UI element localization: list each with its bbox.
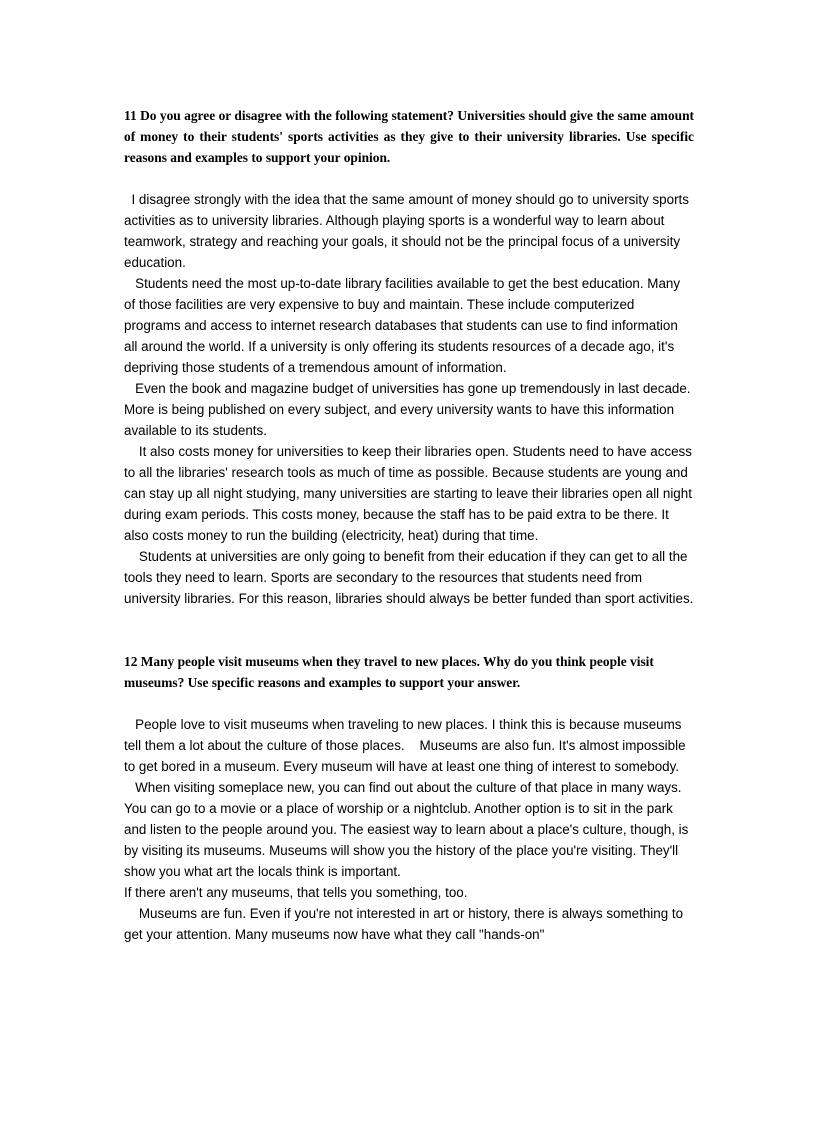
spacer (124, 609, 694, 651)
answer-11-paragraph: Even the book and magazine budget of universities has gone up tremendously in last decade. More is being published on every subject, and every university wants to have this information available to its students. (124, 381, 695, 438)
document-page (124, 105, 694, 945)
answer-12-paragraph: People love to visit museums when traveling to new places. I think this is because museums tell them a lot about the culture of those places. Museums are also fun. It's almost impossible to get bored in a museum. Every museum will have at least one thing of interest to somebody. (124, 717, 690, 774)
spacer (124, 168, 694, 189)
spacer (124, 693, 694, 714)
answer-12 (124, 714, 694, 945)
answer-11-paragraph: Students need the most up-to-date library facilities available to get the best education. Many of those facilities are very expensive to buy and maintain. These include computerized programs and access to internet research databases that students can use to find information all around the world. If a university is only offering its students resources of a decade ago, it's depriving those students of a tremendous amount of information. (124, 276, 684, 375)
question-11: 11 Do you agree or disagree with the following statement? Universities should give the same amount of money to their students' sports activities as they give to their university libraries. Use specific reasons and examples to support your opinion. (124, 108, 694, 165)
answer-12-paragraph: If there aren't any museums, that tells you something, too. (124, 885, 468, 900)
answer-11-paragraph: It also costs money for universities to keep their libraries open. Students need to have access to all the libraries' research tools as much of time as possible. Because students are young and can stay up all night studying, many universities are starting to leave their libraries open all night during exam periods. This costs money, because the staff has to be paid extra to be there. It also costs money to run the building (electricity, heat) during that time. (124, 444, 696, 543)
answer-12-paragraph: Museums are fun. Even if you're not interested in art or history, there is always something to get your attention. Many museums now have what they call "hands-on" (124, 906, 687, 942)
answer-11-paragraph: Students at universities are only going to benefit from their education if they can get to all the tools they need to learn. Sports are secondary to the resources that students need from university libraries. For this reason, libraries should always be better funded than sport activities. (124, 549, 694, 606)
answer-12-paragraph: When visiting someplace new, you can find out about the culture of that place in many ways. You can go to a movie or a place of worship or a nightclub. Another option is to sit in the park and listen to the people around you. The easiest way to learn about a place's culture, though, is by visiting its museums. Museums will show you the history of the place you're visiting. They'll show you what art the locals think is important. (124, 780, 693, 879)
answer-11-paragraph: I disagree strongly with the idea that the same amount of money should go to university sports activities as to university libraries. Although playing sports is a wonderful way to learn about teamwork, strategy and reaching your goals, it should not be the principal focus of a university education. (124, 192, 693, 270)
answer-11 (124, 189, 694, 609)
question-12: 12 Many people visit museums when they travel to new places. Why do you think people visit museums? Use specific reasons and examples to support your answer. (124, 654, 654, 690)
